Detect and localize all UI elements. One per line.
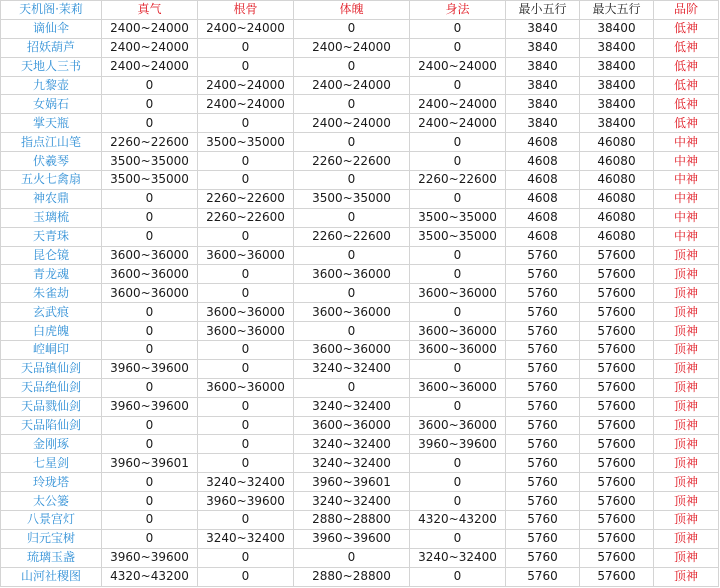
cell-tipo[interactable]: 0	[294, 548, 410, 567]
cell-tipo[interactable]: 3240~32400	[294, 492, 410, 511]
cell-max-wuxing[interactable]: 38400	[580, 38, 654, 57]
header-tipo[interactable]: 体魄	[294, 1, 410, 20]
cell-tier[interactable]: 中神	[654, 208, 719, 227]
cell-zhenqi[interactable]: 0	[102, 227, 198, 246]
table-row	[1, 95, 719, 114]
cell-zhenqi[interactable]: 3960~39600	[102, 359, 198, 378]
table-row	[1, 265, 719, 284]
cell-tipo[interactable]: 3600~36000	[294, 303, 410, 322]
cell-gengu[interactable]: 3240~32400	[198, 529, 294, 548]
cell-zhenqi[interactable]: 0	[102, 114, 198, 133]
cell-gengu[interactable]: 0	[198, 265, 294, 284]
cell-tier[interactable]: 顶神	[654, 246, 719, 265]
cell-name[interactable]: 八景宫灯	[1, 511, 102, 530]
cell-min-wuxing[interactable]: 5760	[506, 548, 580, 567]
cell-shenfa[interactable]: 2400~24000	[410, 95, 506, 114]
table-row	[1, 303, 719, 322]
cell-tipo[interactable]: 2260~22600	[294, 152, 410, 171]
cell-max-wuxing[interactable]: 38400	[580, 19, 654, 38]
table-row	[1, 133, 719, 152]
cell-min-wuxing[interactable]: 3840	[506, 95, 580, 114]
cell-name[interactable]: 指点江山笔	[1, 133, 102, 152]
cell-zhenqi[interactable]: 3960~39600	[102, 397, 198, 416]
cell-max-wuxing[interactable]: 46080	[580, 171, 654, 190]
cell-shenfa[interactable]: 0	[410, 246, 506, 265]
cell-tier[interactable]: 顶神	[654, 397, 719, 416]
cell-zhenqi[interactable]: 2400~24000	[102, 19, 198, 38]
cell-min-wuxing[interactable]: 5760	[506, 529, 580, 548]
cell-zhenqi[interactable]: 0	[102, 473, 198, 492]
table-row	[1, 435, 719, 454]
cell-zhenqi[interactable]: 0	[102, 322, 198, 341]
cell-min-wuxing[interactable]: 5760	[506, 359, 580, 378]
cell-shenfa[interactable]: 0	[410, 189, 506, 208]
cell-shenfa[interactable]: 3600~36000	[410, 378, 506, 397]
cell-tier[interactable]: 顶神	[654, 359, 719, 378]
cell-name[interactable]: 太公篓	[1, 492, 102, 511]
cell-shenfa[interactable]: 3600~36000	[410, 322, 506, 341]
table-row	[1, 246, 719, 265]
table-row	[1, 492, 719, 511]
cell-gengu[interactable]: 0	[198, 454, 294, 473]
cell-tier[interactable]: 顶神	[654, 322, 719, 341]
cell-max-wuxing[interactable]: 46080	[580, 152, 654, 171]
cell-tier[interactable]: 顶神	[654, 416, 719, 435]
cell-max-wuxing[interactable]: 57600	[580, 511, 654, 530]
cell-name[interactable]: 玲珑塔	[1, 473, 102, 492]
cell-gengu[interactable]: 0	[198, 548, 294, 567]
table-row	[1, 208, 719, 227]
table-row	[1, 454, 719, 473]
table-row	[1, 322, 719, 341]
cell-tier[interactable]: 低神	[654, 114, 719, 133]
cell-zhenqi[interactable]: 2400~24000	[102, 57, 198, 76]
cell-min-wuxing[interactable]: 4608	[506, 133, 580, 152]
cell-min-wuxing[interactable]: 3840	[506, 57, 580, 76]
cell-name[interactable]: 天地人三书	[1, 57, 102, 76]
cell-name[interactable]: 招妖葫芦	[1, 38, 102, 57]
cell-min-wuxing[interactable]: 3840	[506, 38, 580, 57]
cell-max-wuxing[interactable]: 57600	[580, 378, 654, 397]
cell-min-wuxing[interactable]: 4608	[506, 227, 580, 246]
cell-max-wuxing[interactable]: 38400	[580, 114, 654, 133]
cell-max-wuxing[interactable]: 57600	[580, 567, 654, 586]
cell-min-wuxing[interactable]: 4608	[506, 189, 580, 208]
cell-name[interactable]: 五火七禽扇	[1, 171, 102, 190]
cell-tier[interactable]: 中神	[654, 189, 719, 208]
cell-gengu[interactable]: 0	[198, 511, 294, 530]
cell-gengu[interactable]: 2400~24000	[198, 76, 294, 95]
cell-tier[interactable]: 中神	[654, 152, 719, 171]
cell-tipo[interactable]: 2880~28800	[294, 511, 410, 530]
cell-tipo[interactable]: 0	[294, 284, 410, 303]
cell-zhenqi[interactable]: 3960~39600	[102, 548, 198, 567]
table-row	[1, 341, 719, 360]
cell-min-wuxing[interactable]: 5760	[506, 416, 580, 435]
table-row	[1, 473, 719, 492]
cell-name[interactable]: 玉璃梳	[1, 208, 102, 227]
cell-name[interactable]: 七星剑	[1, 454, 102, 473]
cell-shenfa[interactable]: 3960~39600	[410, 435, 506, 454]
cell-shenfa[interactable]: 0	[410, 133, 506, 152]
cell-gengu[interactable]: 0	[198, 171, 294, 190]
cell-gengu[interactable]: 2400~24000	[198, 95, 294, 114]
cell-shenfa[interactable]: 0	[410, 303, 506, 322]
cell-gengu[interactable]: 0	[198, 152, 294, 171]
cell-tier[interactable]: 顶神	[654, 378, 719, 397]
cell-zhenqi[interactable]: 0	[102, 492, 198, 511]
cell-name[interactable]: 朱雀劫	[1, 284, 102, 303]
cell-min-wuxing[interactable]: 3840	[506, 19, 580, 38]
cell-max-wuxing[interactable]: 57600	[580, 359, 654, 378]
cell-gengu[interactable]: 3600~36000	[198, 322, 294, 341]
cell-name[interactable]: 天品戮仙剑	[1, 397, 102, 416]
cell-gengu[interactable]: 3600~36000	[198, 303, 294, 322]
cell-tier[interactable]: 顶神	[654, 567, 719, 586]
cell-tier[interactable]: 顶神	[654, 435, 719, 454]
cell-name[interactable]: 天品陷仙剑	[1, 416, 102, 435]
cell-shenfa[interactable]: 3240~32400	[410, 548, 506, 567]
header-name[interactable]: 天机阁·茉莉	[1, 1, 102, 20]
cell-shenfa[interactable]: 3600~36000	[410, 284, 506, 303]
table-row	[1, 19, 719, 38]
cell-gengu[interactable]: 3500~35000	[198, 133, 294, 152]
cell-shenfa[interactable]: 0	[410, 473, 506, 492]
table-row	[1, 227, 719, 246]
cell-min-wuxing[interactable]: 5760	[506, 322, 580, 341]
cell-tipo[interactable]: 2880~28800	[294, 567, 410, 586]
cell-min-wuxing[interactable]: 5760	[506, 492, 580, 511]
cell-name[interactable]: 琉璃玉盏	[1, 548, 102, 567]
cell-max-wuxing[interactable]: 57600	[580, 548, 654, 567]
cell-tipo[interactable]: 0	[294, 246, 410, 265]
cell-max-wuxing[interactable]: 57600	[580, 397, 654, 416]
table-body	[1, 19, 719, 586]
cell-tipo[interactable]: 3500~35000	[294, 189, 410, 208]
cell-gengu[interactable]: 0	[198, 416, 294, 435]
cell-shenfa[interactable]: 0	[410, 152, 506, 171]
table-row	[1, 416, 719, 435]
cell-zhenqi[interactable]: 0	[102, 416, 198, 435]
cell-zhenqi[interactable]: 0	[102, 303, 198, 322]
cell-max-wuxing[interactable]: 57600	[580, 473, 654, 492]
cell-shenfa[interactable]: 0	[410, 492, 506, 511]
cell-tier[interactable]: 顶神	[654, 303, 719, 322]
cell-gengu[interactable]: 0	[198, 359, 294, 378]
cell-gengu[interactable]: 0	[198, 38, 294, 57]
cell-tier[interactable]: 顶神	[654, 492, 719, 511]
table-row	[1, 567, 719, 586]
cell-shenfa[interactable]: 0	[410, 529, 506, 548]
cell-tier[interactable]: 低神	[654, 19, 719, 38]
cell-zhenqi[interactable]: 3600~36000	[102, 284, 198, 303]
cell-gengu[interactable]: 3240~32400	[198, 473, 294, 492]
cell-min-wuxing[interactable]: 5760	[506, 435, 580, 454]
cell-name[interactable]: 谪仙伞	[1, 19, 102, 38]
cell-max-wuxing[interactable]: 57600	[580, 284, 654, 303]
cell-min-wuxing[interactable]: 5760	[506, 397, 580, 416]
cell-shenfa[interactable]: 2260~22600	[410, 171, 506, 190]
cell-min-wuxing[interactable]: 5760	[506, 303, 580, 322]
cell-tier[interactable]: 低神	[654, 57, 719, 76]
cell-shenfa[interactable]: 0	[410, 19, 506, 38]
cell-tipo[interactable]: 3600~36000	[294, 341, 410, 360]
cell-name[interactable]: 掌天瓶	[1, 114, 102, 133]
cell-shenfa[interactable]: 2400~24000	[410, 57, 506, 76]
cell-zhenqi[interactable]: 3600~36000	[102, 265, 198, 284]
header-tier[interactable]: 品阶	[654, 1, 719, 20]
cell-tipo[interactable]: 3960~39601	[294, 473, 410, 492]
cell-tipo[interactable]: 3240~32400	[294, 454, 410, 473]
cell-name[interactable]: 青龙魂	[1, 265, 102, 284]
header-gengu[interactable]: 根骨	[198, 1, 294, 20]
table-row	[1, 57, 719, 76]
cell-zhenqi[interactable]: 0	[102, 435, 198, 454]
cell-name[interactable]: 女娲石	[1, 95, 102, 114]
cell-gengu[interactable]: 3600~36000	[198, 246, 294, 265]
cell-max-wuxing[interactable]: 46080	[580, 189, 654, 208]
cell-tipo[interactable]: 0	[294, 57, 410, 76]
cell-zhenqi[interactable]: 0	[102, 378, 198, 397]
cell-min-wuxing[interactable]: 5760	[506, 341, 580, 360]
cell-zhenqi[interactable]: 4320~43200	[102, 567, 198, 586]
cell-shenfa[interactable]: 0	[410, 38, 506, 57]
cell-tipo[interactable]: 3600~36000	[294, 265, 410, 284]
cell-name[interactable]: 九黎壶	[1, 76, 102, 95]
cell-gengu[interactable]: 0	[198, 397, 294, 416]
cell-gengu[interactable]: 0	[198, 114, 294, 133]
cell-tipo[interactable]: 3240~32400	[294, 435, 410, 454]
cell-zhenqi[interactable]: 3600~36000	[102, 246, 198, 265]
cell-min-wuxing[interactable]: 3840	[506, 76, 580, 95]
header-max-wuxing[interactable]: 最大五行	[580, 1, 654, 20]
cell-gengu[interactable]: 0	[198, 227, 294, 246]
cell-min-wuxing[interactable]: 5760	[506, 454, 580, 473]
cell-tipo[interactable]: 0	[294, 95, 410, 114]
cell-tipo[interactable]: 3600~36000	[294, 416, 410, 435]
header-shenfa[interactable]: 身法	[410, 1, 506, 20]
cell-max-wuxing[interactable]: 57600	[580, 435, 654, 454]
cell-tipo[interactable]: 3240~32400	[294, 359, 410, 378]
cell-tier[interactable]: 顶神	[654, 511, 719, 530]
cell-max-wuxing[interactable]: 57600	[580, 322, 654, 341]
cell-max-wuxing[interactable]: 57600	[580, 492, 654, 511]
cell-shenfa[interactable]: 3500~35000	[410, 227, 506, 246]
cell-tipo[interactable]: 3960~39600	[294, 529, 410, 548]
cell-min-wuxing[interactable]: 4608	[506, 208, 580, 227]
cell-shenfa[interactable]: 0	[410, 454, 506, 473]
cell-shenfa[interactable]: 3600~36000	[410, 341, 506, 360]
cell-zhenqi[interactable]: 0	[102, 529, 198, 548]
cell-tier[interactable]: 中神	[654, 133, 719, 152]
cell-shenfa[interactable]: 2400~24000	[410, 114, 506, 133]
cell-tipo[interactable]: 2400~24000	[294, 38, 410, 57]
cell-tipo[interactable]: 2400~24000	[294, 76, 410, 95]
cell-tipo[interactable]: 0	[294, 19, 410, 38]
cell-gengu[interactable]: 2260~22600	[198, 189, 294, 208]
cell-min-wuxing[interactable]: 5760	[506, 284, 580, 303]
cell-max-wuxing[interactable]: 46080	[580, 227, 654, 246]
cell-zhenqi[interactable]: 0	[102, 208, 198, 227]
cell-gengu[interactable]: 0	[198, 435, 294, 454]
cell-name[interactable]: 玄武痕	[1, 303, 102, 322]
cell-gengu[interactable]: 3600~36000	[198, 378, 294, 397]
cell-max-wuxing[interactable]: 46080	[580, 208, 654, 227]
cell-min-wuxing[interactable]: 5760	[506, 567, 580, 586]
cell-zhenqi[interactable]: 3500~35000	[102, 171, 198, 190]
cell-shenfa[interactable]: 0	[410, 265, 506, 284]
cell-gengu[interactable]: 0	[198, 567, 294, 586]
table-row	[1, 359, 719, 378]
cell-tipo[interactable]: 0	[294, 322, 410, 341]
cell-zhenqi[interactable]: 2260~22600	[102, 133, 198, 152]
cell-tier[interactable]: 顶神	[654, 341, 719, 360]
cell-gengu[interactable]: 0	[198, 284, 294, 303]
cell-min-wuxing[interactable]: 5760	[506, 246, 580, 265]
table-row	[1, 548, 719, 567]
cell-zhenqi[interactable]: 3500~35000	[102, 152, 198, 171]
cell-gengu[interactable]: 3960~39600	[198, 492, 294, 511]
cell-min-wuxing[interactable]: 5760	[506, 378, 580, 397]
cell-name[interactable]: 神农鼎	[1, 189, 102, 208]
cell-tier[interactable]: 顶神	[654, 454, 719, 473]
cell-name[interactable]: 归元宝树	[1, 529, 102, 548]
cell-shenfa[interactable]: 3600~36000	[410, 416, 506, 435]
cell-tipo[interactable]: 2400~24000	[294, 114, 410, 133]
cell-max-wuxing[interactable]: 57600	[580, 416, 654, 435]
cell-zhenqi[interactable]: 3960~39601	[102, 454, 198, 473]
cell-gengu[interactable]: 2400~24000	[198, 19, 294, 38]
cell-tier[interactable]: 低神	[654, 95, 719, 114]
cell-tipo[interactable]: 2260~22600	[294, 227, 410, 246]
cell-tier[interactable]: 顶神	[654, 548, 719, 567]
cell-shenfa[interactable]: 3500~35000	[410, 208, 506, 227]
cell-max-wuxing[interactable]: 57600	[580, 529, 654, 548]
table-row	[1, 529, 719, 548]
cell-zhenqi[interactable]: 0	[102, 341, 198, 360]
cell-max-wuxing[interactable]: 38400	[580, 95, 654, 114]
cell-name[interactable]: 白虎魄	[1, 322, 102, 341]
cell-gengu[interactable]: 2260~22600	[198, 208, 294, 227]
cell-max-wuxing[interactable]: 46080	[580, 133, 654, 152]
cell-name[interactable]: 昆仑镜	[1, 246, 102, 265]
table-row	[1, 152, 719, 171]
cell-max-wuxing[interactable]: 57600	[580, 341, 654, 360]
cell-tier[interactable]: 顶神	[654, 265, 719, 284]
cell-name[interactable]: 崆峒印	[1, 341, 102, 360]
cell-max-wuxing[interactable]: 57600	[580, 246, 654, 265]
cell-tier[interactable]: 低神	[654, 76, 719, 95]
cell-zhenqi[interactable]: 0	[102, 189, 198, 208]
table-row	[1, 189, 719, 208]
cell-shenfa[interactable]: 0	[410, 76, 506, 95]
cell-min-wuxing[interactable]: 3840	[506, 114, 580, 133]
table-row	[1, 378, 719, 397]
cell-max-wuxing[interactable]: 38400	[580, 76, 654, 95]
table-row	[1, 284, 719, 303]
cell-min-wuxing[interactable]: 4608	[506, 171, 580, 190]
cell-min-wuxing[interactable]: 4608	[506, 152, 580, 171]
cell-tier[interactable]: 低神	[654, 38, 719, 57]
cell-tipo[interactable]: 0	[294, 378, 410, 397]
table-header	[1, 1, 719, 20]
cell-shenfa[interactable]: 0	[410, 359, 506, 378]
cell-zhenqi[interactable]: 0	[102, 95, 198, 114]
cell-tier[interactable]: 顶神	[654, 529, 719, 548]
cell-name[interactable]: 天品镇仙剑	[1, 359, 102, 378]
cell-name[interactable]: 金刚琢	[1, 435, 102, 454]
table-row	[1, 171, 719, 190]
cell-max-wuxing[interactable]: 38400	[580, 57, 654, 76]
header-row	[1, 1, 719, 20]
cell-tier[interactable]: 顶神	[654, 473, 719, 492]
cell-name[interactable]: 天品绝仙剑	[1, 378, 102, 397]
cell-gengu[interactable]: 0	[198, 341, 294, 360]
cell-min-wuxing[interactable]: 5760	[506, 265, 580, 284]
cell-max-wuxing[interactable]: 57600	[580, 303, 654, 322]
cell-tier[interactable]: 顶神	[654, 284, 719, 303]
table-row	[1, 76, 719, 95]
cell-tipo[interactable]: 0	[294, 208, 410, 227]
table-row	[1, 38, 719, 57]
cell-zhenqi[interactable]: 0	[102, 511, 198, 530]
cell-shenfa[interactable]: 0	[410, 567, 506, 586]
header-min-wuxing[interactable]: 最小五行	[506, 1, 580, 20]
cell-tipo[interactable]: 0	[294, 133, 410, 152]
cell-min-wuxing[interactable]: 5760	[506, 473, 580, 492]
cell-tier[interactable]: 中神	[654, 227, 719, 246]
cell-gengu[interactable]: 0	[198, 57, 294, 76]
table-row	[1, 511, 719, 530]
table-row	[1, 397, 719, 416]
cell-zhenqi[interactable]: 2400~24000	[102, 38, 198, 57]
cell-zhenqi[interactable]: 0	[102, 76, 198, 95]
cell-name[interactable]: 伏羲琴	[1, 152, 102, 171]
cell-max-wuxing[interactable]: 57600	[580, 265, 654, 284]
header-zhenqi[interactable]: 真气	[102, 1, 198, 20]
cell-min-wuxing[interactable]: 5760	[506, 511, 580, 530]
cell-tipo[interactable]: 0	[294, 171, 410, 190]
cell-max-wuxing[interactable]: 57600	[580, 454, 654, 473]
cell-shenfa[interactable]: 4320~43200	[410, 511, 506, 530]
cell-name[interactable]: 山河社稷图	[1, 567, 102, 586]
cell-tipo[interactable]: 3240~32400	[294, 397, 410, 416]
cell-shenfa[interactable]: 0	[410, 397, 506, 416]
cell-name[interactable]: 天青珠	[1, 227, 102, 246]
table-row	[1, 114, 719, 133]
cell-tier[interactable]: 中神	[654, 171, 719, 190]
